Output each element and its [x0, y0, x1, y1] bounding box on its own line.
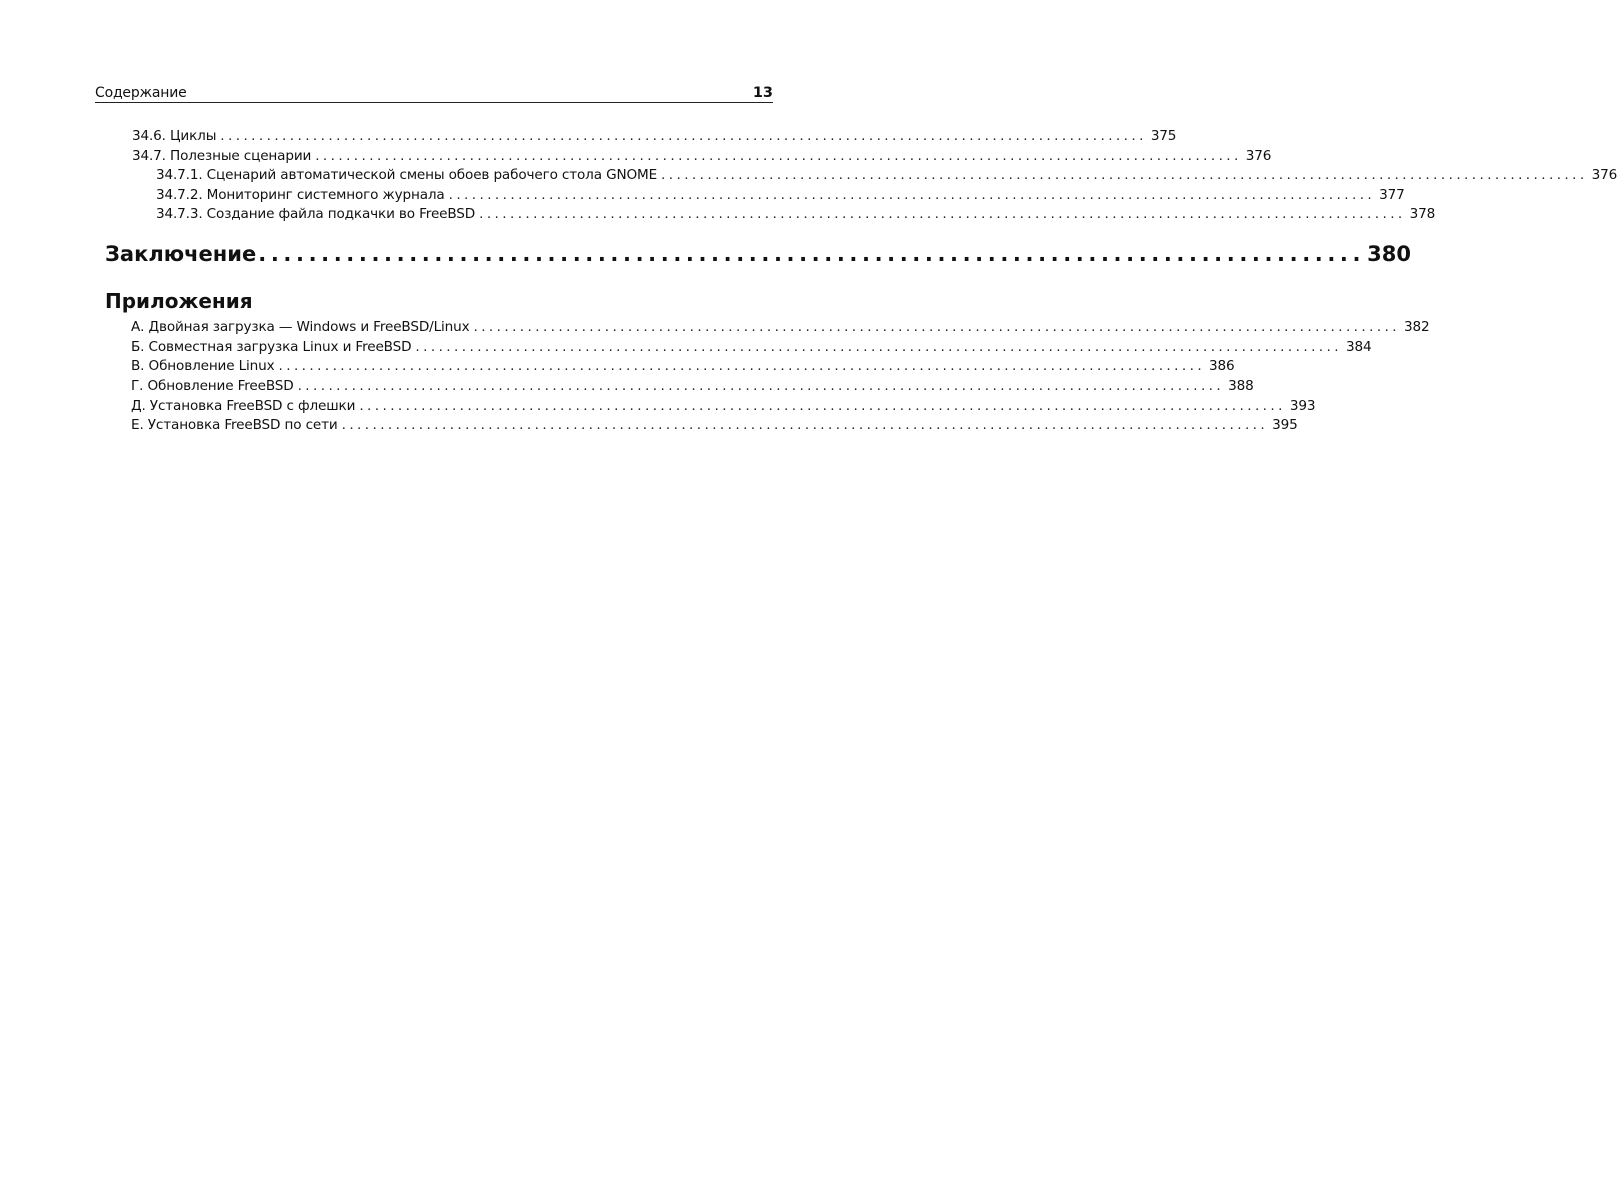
toc-entry[interactable]: [131, 318, 1430, 337]
toc-entry[interactable]: [156, 205, 1436, 224]
toc-entry-page: 393: [1289, 398, 1316, 414]
toc-entry-page: 380: [1367, 242, 1411, 266]
toc-entry-label: 34.7.3. Создание файла подкачки во FreeBSD: [156, 206, 476, 222]
toc-entry-label: Г. Обновление FreeBSD: [131, 378, 294, 394]
toc-entry[interactable]: [131, 377, 1254, 396]
dot-leader: ........................................................................................: [258, 242, 1366, 266]
toc-entry[interactable]: [131, 338, 1372, 357]
toc-entry-page: 388: [1228, 378, 1254, 394]
toc-entry-page: 376: [1245, 148, 1272, 164]
toc-entry-label: Е. Установка FreeBSD по сети: [131, 417, 338, 433]
toc-entry-label: 34.6. Циклы: [132, 128, 217, 144]
toc-entry-page: 382: [1404, 319, 1430, 335]
toc-entry-label: Б. Совместная загрузка Linux и FreeBSD: [131, 339, 412, 355]
toc-entry-label: 34.7. Полезные сценарии: [132, 148, 312, 164]
toc-entry-page: 386: [1209, 358, 1235, 374]
page-header: [95, 83, 773, 103]
toc-entry-label: Д. Установка FreeBSD с флешки: [131, 398, 356, 414]
dot-leader: ........................................................................................................................: [341, 417, 1269, 433]
dot-leader: ........................................................................................................................: [297, 378, 1225, 394]
section-title-appendices: Приложения: [105, 289, 253, 313]
page-number: 13: [752, 85, 773, 101]
toc-entry[interactable]: [132, 147, 1272, 166]
toc-entry[interactable]: [131, 357, 1235, 376]
toc-entry-label: А. Двойная загрузка — Windows и FreeBSD/Linux: [131, 319, 470, 335]
running-title: Содержание: [95, 85, 187, 101]
toc-entry[interactable]: [156, 186, 1405, 205]
toc-entry-page: 378: [1409, 206, 1436, 222]
dot-leader: ........................................................................................................................: [359, 398, 1286, 414]
dot-leader: ........................................................................................................................: [479, 206, 1406, 222]
toc-entry-page: 376: [1591, 167, 1617, 183]
toc-entry[interactable]: [132, 127, 1177, 146]
dot-leader: ........................................................................................................................: [415, 339, 1342, 355]
toc-entry-label: В. Обновление Linux: [131, 358, 275, 374]
toc-entry-page: 395: [1272, 417, 1298, 433]
dot-leader: ........................................................................................................................: [278, 358, 1206, 374]
toc-entry-label: 34.7.2. Мониторинг системного журнала: [156, 187, 445, 203]
toc-entry-label: Заключение: [105, 242, 257, 266]
dot-leader: ........................................................................................................................: [661, 167, 1588, 183]
dot-leader: ........................................................................................................................: [473, 319, 1400, 335]
dot-leader: ........................................................................................................................: [220, 128, 1147, 144]
toc-entry-page: 377: [1379, 187, 1405, 203]
toc-entry[interactable]: [156, 166, 1617, 185]
toc-entry[interactable]: [131, 416, 1298, 435]
dot-leader: ........................................................................................................................: [448, 187, 1376, 203]
dot-leader: ........................................................................................................................: [315, 148, 1242, 164]
toc-entry[interactable]: [131, 397, 1316, 416]
toc-entry-page: 384: [1345, 339, 1372, 355]
toc-entry-label: 34.7.1. Сценарий автоматической смены обоев рабочего стола GNOME: [156, 167, 658, 183]
toc-entry-conclusion[interactable]: [105, 241, 1411, 267]
toc-entry-page: 375: [1150, 128, 1177, 144]
